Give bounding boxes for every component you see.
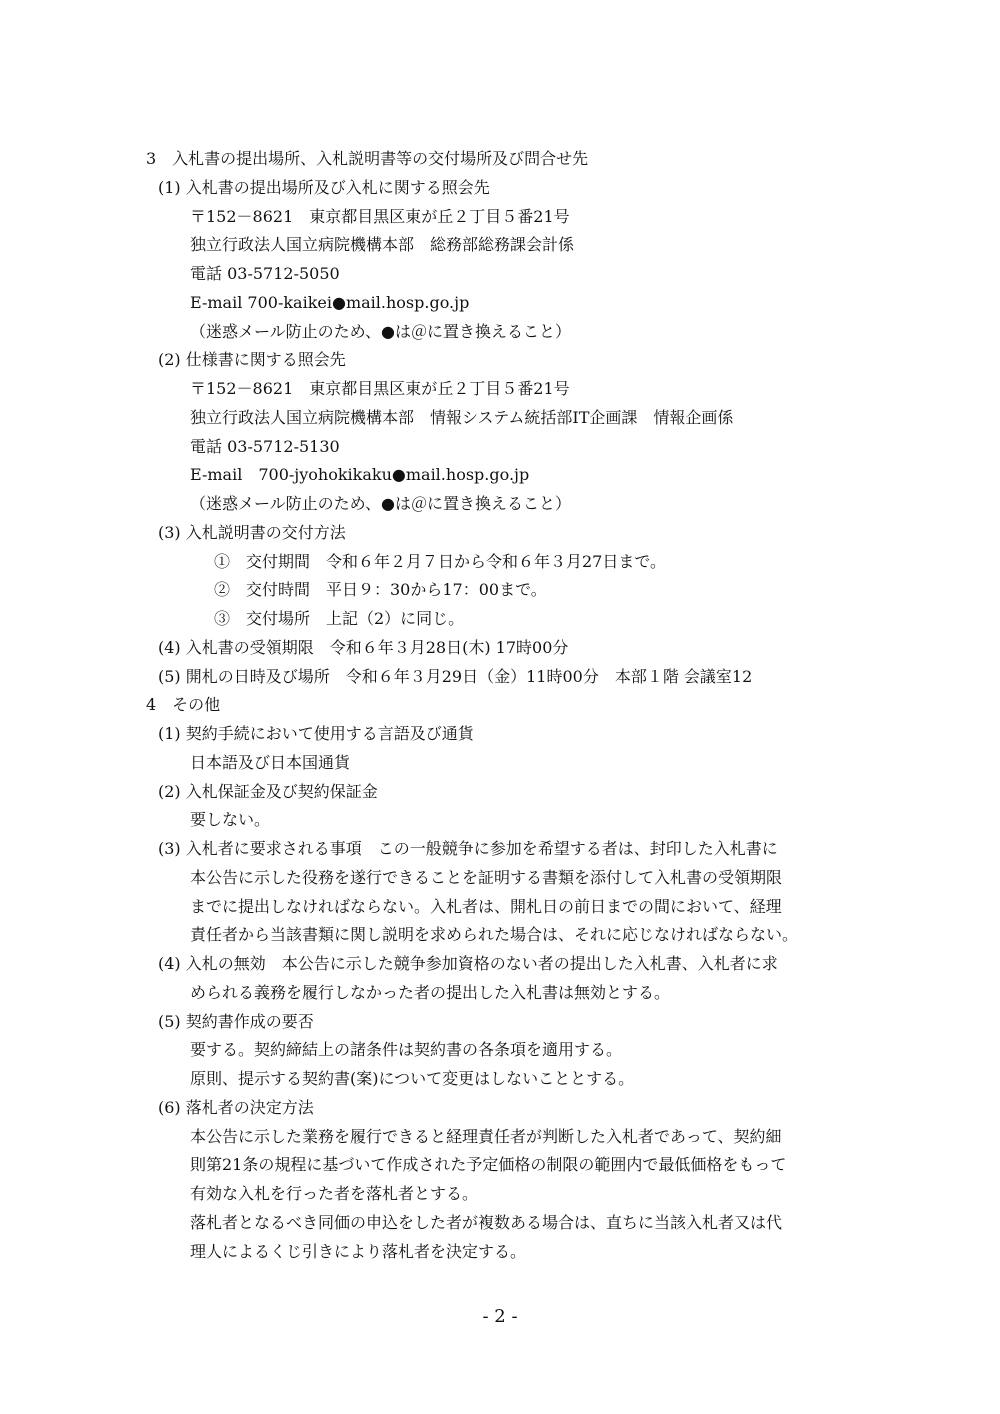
body-line: 電話 03-5712-5050 — [190, 264, 340, 283]
subsection-line: (3) 入札者に要求される事項 この一般競争に参加を希望する者は、封印した入札書に — [158, 839, 778, 858]
body-line: 則第21条の規程に基づいて作成された予定価格の制限の範囲内で最低価格をもって — [190, 1155, 787, 1175]
body-line: 日本語及び日本国通貨 — [190, 752, 351, 772]
body-line: 要しない。 — [190, 810, 271, 830]
subsection-line: (5) 契約書作成の要否 — [158, 1011, 314, 1031]
subsection-line: (2) 入札保証金及び契約保証金 — [158, 781, 378, 801]
body-line: 有効な入札を行った者を落札者とする。 — [190, 1184, 479, 1203]
section-heading: 3 入札書の提出場所、入札説明書等の交付場所及び問合せ先 — [146, 149, 589, 168]
body-line: 独立行政法人国立病院機構本部 総務部総務課会計係 — [190, 235, 575, 255]
subsection-line: (6) 落札者の決定方法 — [158, 1097, 314, 1117]
subsection-line: (5) 開札の日時及び場所 令和６年３月29日（金）11時00分 本部１階 会議室12 — [158, 666, 753, 686]
body-line: 落札者となるべき同価の申込をした者が複数ある場合は、直ちに当該入札者又は代 — [190, 1212, 783, 1232]
body-line: （迷惑メール防止のため、●は＠に置き換えること） — [190, 494, 572, 513]
body-line: ① 交付期間 令和６年２月７日から令和６年３月27日まで。 — [214, 551, 667, 571]
subsection-line: (2) 仕様書に関する照会先 — [158, 350, 346, 370]
body-line: 独立行政法人国立病院機構本部 情報システム統括部IT企画課 情報企画係 — [190, 407, 734, 427]
subsection-line: (3) 入札説明書の交付方法 — [158, 522, 346, 542]
body-line: 電話 03-5712-5130 — [190, 436, 340, 456]
body-line: 本公告に示した役務を遂行できることを証明する書類を添付して入札書の受領期限 — [190, 867, 783, 887]
body-line: （迷惑メール防止のため、●は＠に置き換えること） — [190, 321, 572, 341]
body-line: までに提出しなければならない。入札者は、開札日の前日までの間において、経理 — [190, 896, 782, 916]
body-line: 理人によるくじ引きにより落札者を決定する。 — [190, 1241, 527, 1261]
body-line: 〒152－8621 東京都目黒区東が丘２丁目５番21号 — [190, 379, 570, 398]
body-line: 原則、提示する契約書(案)について変更はしないこととする。 — [190, 1069, 635, 1088]
body-line: E-mail 700-jyohokikaku●mail.hosp.go.jp — [190, 465, 530, 485]
body-line: 本公告に示した業務を履行できると経理責任者が判断した入札者であって、契約細 — [190, 1126, 782, 1146]
body-line: 〒152－8621 東京都目黒区東が丘２丁目５番21号 — [190, 206, 570, 226]
subsection-line: (1) 契約手続において使用する言語及び通貨 — [158, 724, 474, 743]
subsection-line: (4) 入札書の受領期限 令和６年３月28日(木) 17時00分 — [158, 637, 569, 657]
section-heading: 4 その他 — [146, 695, 221, 715]
body-line: ③ 交付場所 上記（2）に同じ。 — [214, 609, 465, 628]
subsection-line: (1) 入札書の提出場所及び入札に関する照会先 — [158, 177, 490, 197]
body-line: E-mail 700-kaikei●mail.hosp.go.jp — [190, 292, 470, 312]
page-number: - 2 - — [482, 1306, 518, 1327]
body-line: 責任者から当該書類に関し説明を求められた場合は、それに応じなければならない。 — [190, 925, 799, 945]
body-line: ② 交付時間 平日９：30から17：00まで。 — [214, 580, 547, 600]
body-line: 要する。契約締結上の諸条件は契約書の各条項を適用する。 — [190, 1040, 623, 1060]
body-line: められる義務を履行しなかった者の提出した入札書は無効とする。 — [190, 982, 671, 1002]
subsection-line: (4) 入札の無効 本公告に示した競争参加資格のない者の提出した入札書、入札者に求 — [158, 954, 778, 973]
